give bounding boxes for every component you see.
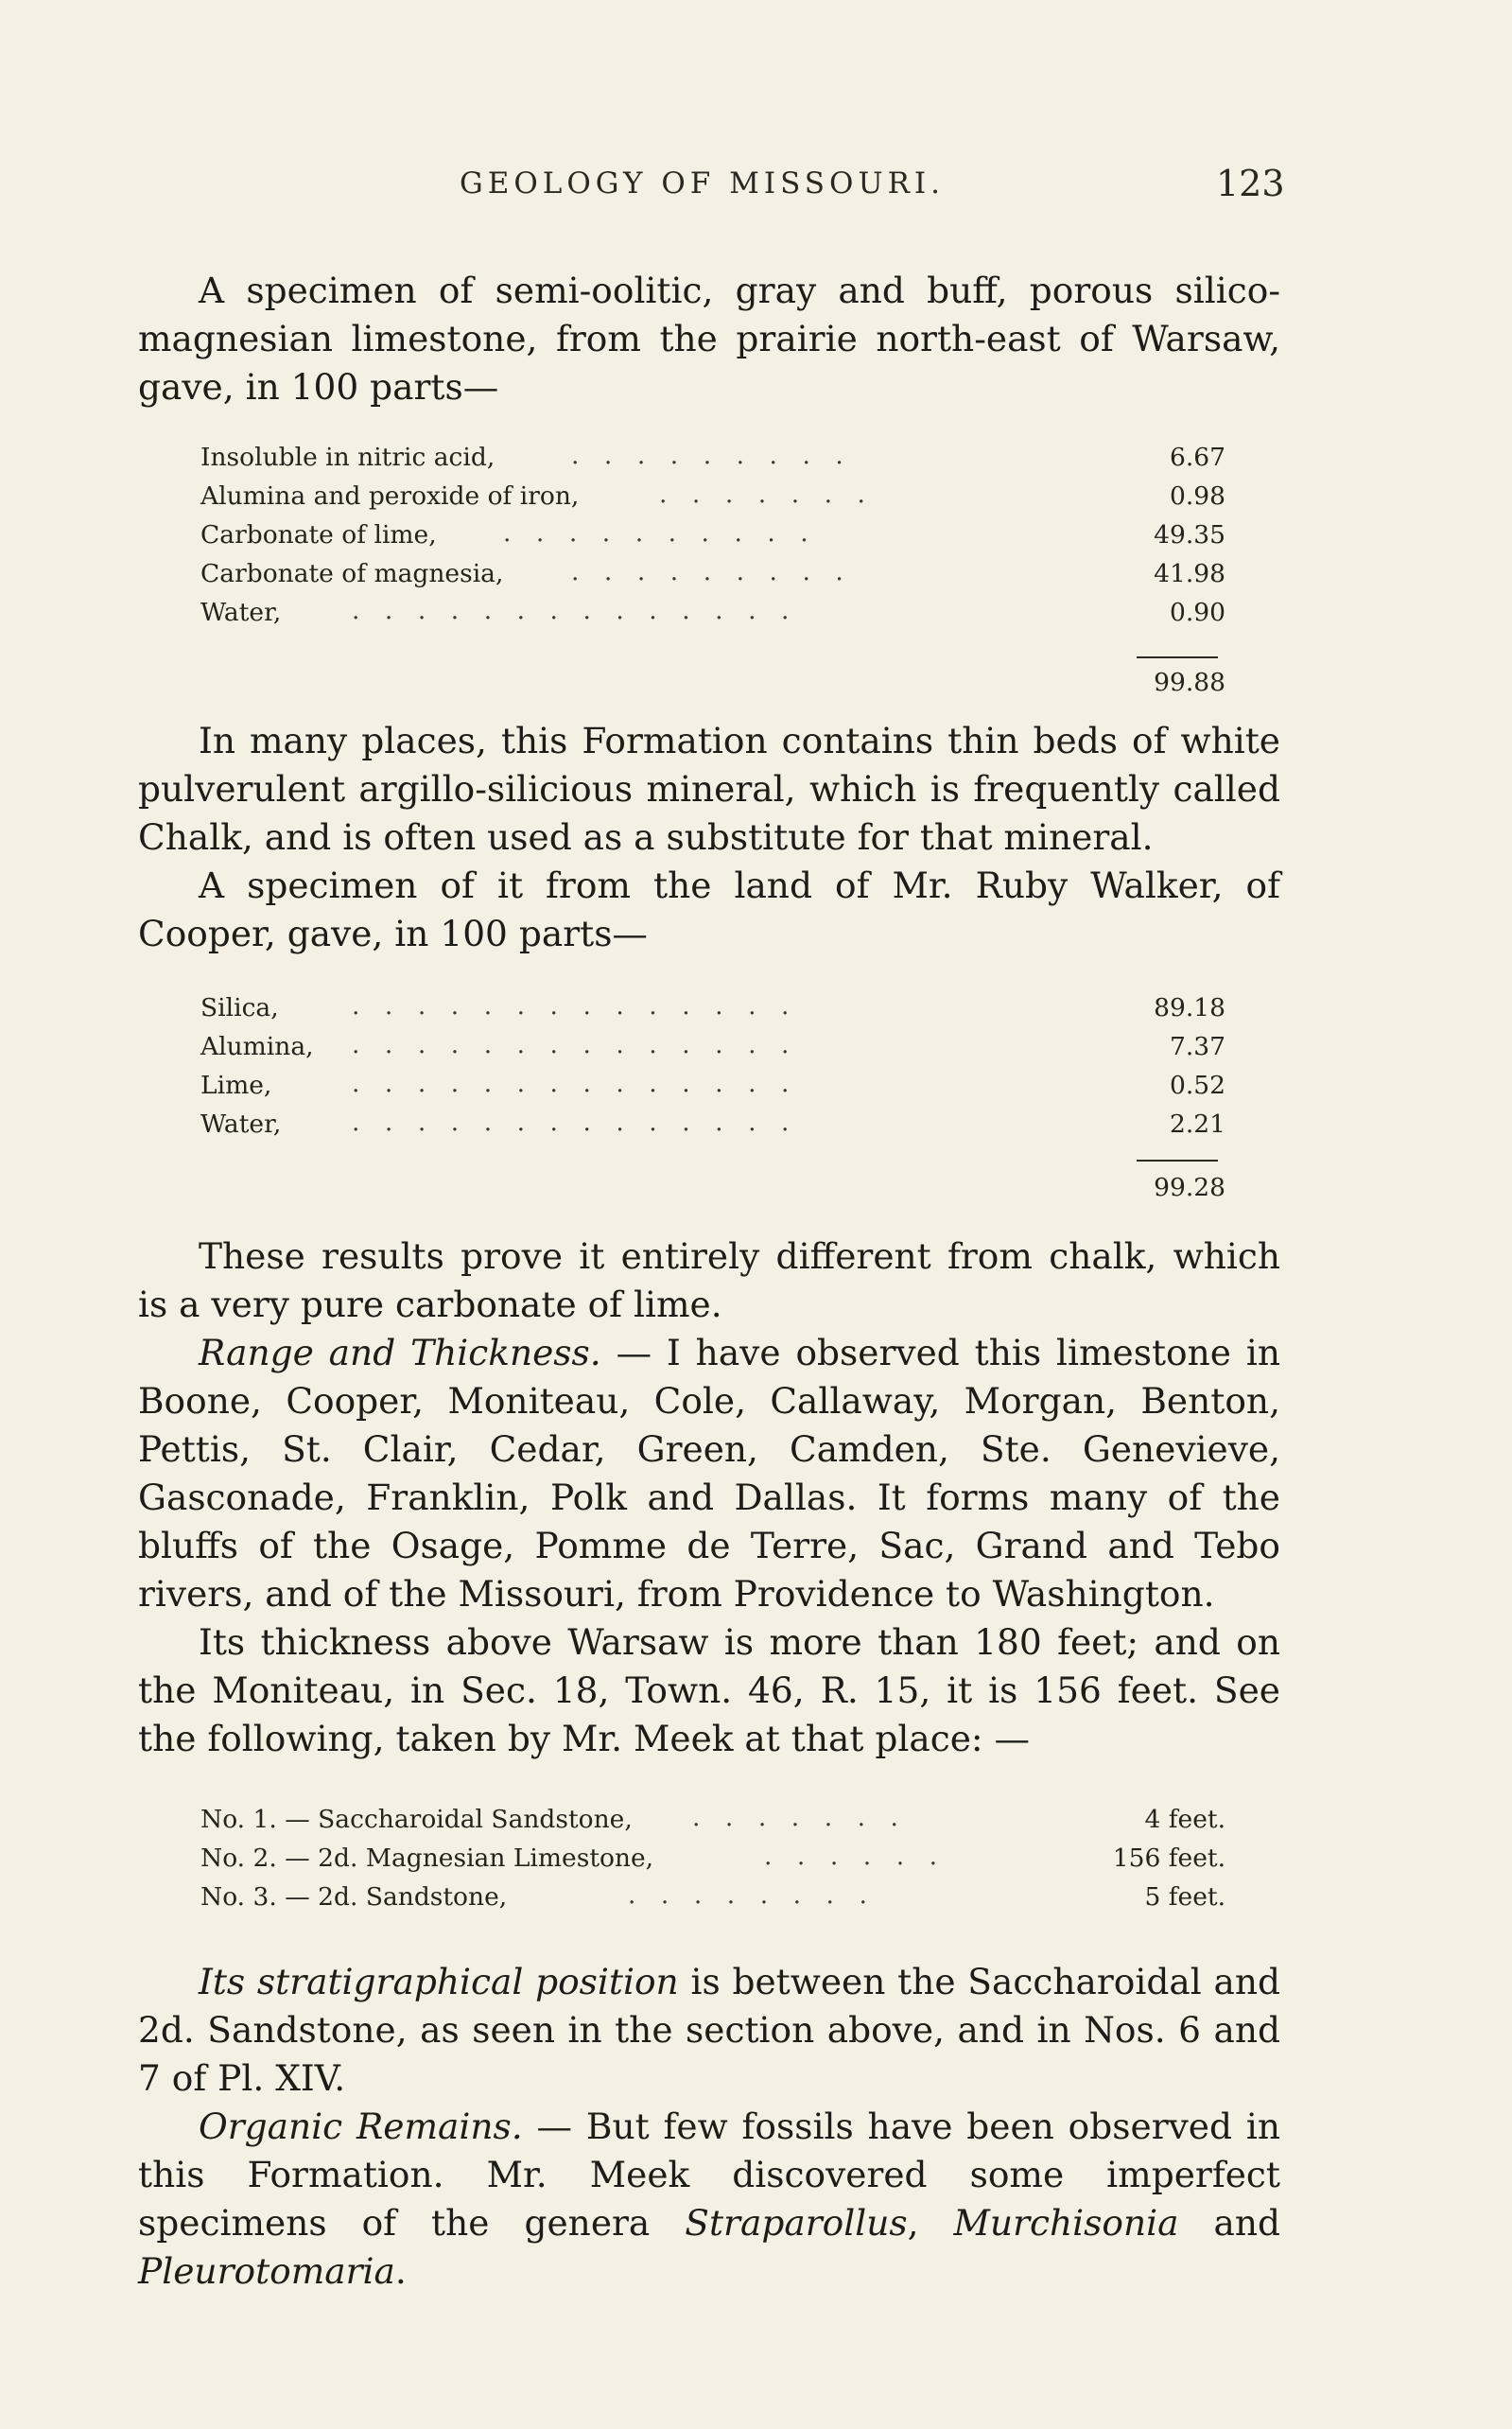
analysis-row [200, 481, 1225, 520]
leader-dots: . . . . . . . . . . . . . . [352, 1069, 790, 1098]
section-row [200, 1805, 1225, 1844]
analysis-table-chalk [200, 993, 1225, 1148]
analysis-value: 41.98 [1154, 559, 1225, 588]
analysis-label: Lime, [200, 1071, 272, 1100]
leader-dots: . . . . . . . . . . [503, 518, 808, 548]
section-row [200, 1882, 1225, 1921]
section-label: No. 3. — 2d. Sandstone, [200, 1882, 508, 1912]
analysis-value: 0.90 [1169, 598, 1225, 627]
section-value: 4 feet. [1144, 1805, 1225, 1834]
analysis-label: Alumina and peroxide of iron, [200, 481, 580, 511]
analysis-value: 49.35 [1154, 520, 1225, 550]
analysis-value: 2.21 [1169, 1110, 1225, 1139]
analysis-label: Water, [200, 598, 282, 627]
section-value: 5 feet. [1144, 1882, 1225, 1912]
analysis-value: 0.98 [1169, 481, 1225, 511]
separator: , [907, 2202, 954, 2244]
sentence-end: . [394, 2250, 407, 2292]
italic-heading: Its stratigraphical position [199, 1961, 679, 2002]
paragraph-body: is between the Saccharoidal and 2d. Sandstone, as seen in the section above, and in Nos. 6 and 7 of Pl. XIV. [138, 1961, 1280, 2099]
leader-dots: . . . . . . . . . [571, 557, 843, 586]
analysis-label: Silica, [200, 993, 279, 1022]
analysis-value: 6.67 [1169, 443, 1225, 472]
analysis-value: 89.18 [1154, 993, 1225, 1022]
page-header [0, 163, 1512, 219]
paragraph-text: Its thickness above Warsaw is more than 180 feet; and on the Moniteau, in Sec. 18, Town. 46, R. 15, it is 156 feet. See the following, taken by Mr. Meek at that place: — [138, 1621, 1280, 1759]
section-label: No. 2. — 2d. Magnesian Limestone, [200, 1844, 654, 1873]
running-title: GEOLOGY OF MISSOURI. [460, 166, 946, 201]
analysis-row [200, 993, 1225, 1032]
separator: and [1178, 2202, 1281, 2244]
genus-name: Pleurotomaria [138, 2250, 395, 2292]
section-table-moniteau [200, 1805, 1225, 1921]
paragraph-body: — I have observed this limestone in Boone, Cooper, Moniteau, Cole, Callaway, Morgan, Benton, Pettis, St. Clair, Cedar, Green, Camden, Ste. Genevieve, Gasconade, Franklin, Polk and Dallas. It forms many of the bluffs of the Osage, Pomme de Terre, Sac, Grand and Tebo rivers, and of the Missouri, from Providence to Washington. [138, 1332, 1280, 1615]
paragraph-specimen-warsaw [138, 267, 1280, 411]
analysis-label: Insoluble in nitric acid, [200, 443, 495, 472]
analysis-row [200, 559, 1225, 598]
leader-dots: . . . . . . . [692, 1803, 898, 1832]
analysis-row [200, 1071, 1225, 1110]
section-label: No. 1. — Saccharoidal Sandstone, [200, 1805, 633, 1834]
analysis-row [200, 598, 1225, 637]
paragraph-text [138, 1958, 1280, 2103]
leader-dots: . . . . . . . . . . . . . . [352, 596, 790, 625]
analysis-row [200, 443, 1225, 481]
leader-dots: . . . . . . . . . . . . . . [352, 1108, 790, 1137]
page-number: 123 [1216, 163, 1285, 204]
paragraph-text [138, 2103, 1280, 2296]
paragraph-body: — But few fossils have been observed in this Formation. Mr. Meek discovered some imperfect specimens of the genera [138, 2106, 1280, 2244]
section-value: 156 feet. [1112, 1844, 1225, 1873]
genus-name: Murchisonia [953, 2202, 1179, 2244]
paragraph-text: In many places, this Formation contains thin beds of white pulverulent argillo-silicious mineral, which is frequently called Chalk, and is often used as a substitute for that mineral. [138, 720, 1280, 858]
analysis-total: 99.88 [1154, 668, 1225, 697]
paragraph-text [138, 1329, 1280, 1618]
analysis-value: 7.37 [1169, 1032, 1225, 1061]
analysis-label: Carbonate of lime, [200, 520, 437, 550]
paragraph-text: A specimen of semi-oolitic, gray and buff, porous silico-magnesian limestone, from the prairie north-east of Warsaw, gave, in 100 parts— [138, 270, 1280, 408]
analysis-label: Water, [200, 1110, 282, 1139]
sum-rule [1137, 1160, 1218, 1162]
genus-name: Straparollus [685, 2202, 908, 2244]
italic-heading: Range and Thickness. [199, 1332, 601, 1373]
analysis-label: Alumina, [200, 1032, 314, 1061]
sum-rule [1137, 656, 1218, 658]
leader-dots: . . . . . . [764, 1842, 938, 1871]
leader-dots: . . . . . . . . . . . . . . [352, 1030, 790, 1059]
paragraph-range-thickness [138, 1232, 1280, 1763]
analysis-row [200, 1110, 1225, 1148]
leader-dots: . . . . . . . . . . . . . . [352, 991, 790, 1021]
analysis-row [200, 1032, 1225, 1071]
italic-heading: Organic Remains. [199, 2106, 523, 2147]
leader-dots: . . . . . . . [659, 480, 865, 509]
analysis-label: Carbonate of magnesia, [200, 559, 504, 588]
leader-dots: . . . . . . . . . [571, 441, 843, 470]
paragraph-text: A specimen of it from the land of Mr. Ruby Walker, of Cooper, gave, in 100 parts— [138, 865, 1280, 954]
paragraph-text: These results prove it entirely different from chalk, which is a very pure carbonate of lime. [138, 1235, 1280, 1325]
paragraph-chalk-beds [138, 717, 1280, 958]
analysis-value: 0.52 [1169, 1071, 1225, 1100]
paragraph-stratigraphy-fossils [138, 1958, 1280, 2296]
analysis-total: 99.28 [1154, 1173, 1225, 1202]
analysis-row [200, 520, 1225, 559]
leader-dots: . . . . . . . . [628, 1880, 867, 1910]
section-row [200, 1844, 1225, 1882]
analysis-table-limestone [200, 443, 1225, 637]
